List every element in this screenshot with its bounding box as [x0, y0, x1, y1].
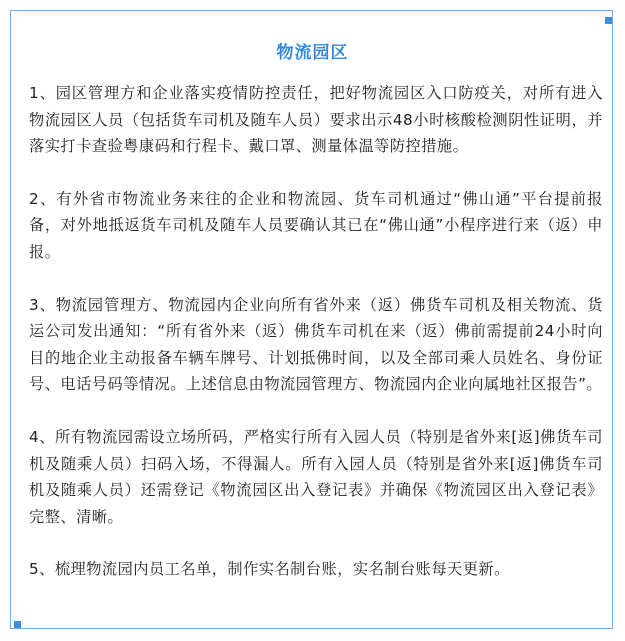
paragraph-5: 5、梳理物流园内员工名单，制作实名制台账，实名制台账每天更新。 [29, 560, 510, 579]
paragraph-1: 1、园区管理方和企业落实疫情防控责任，把好物流园区入口防疫关，对所有进入物流园区人员（包括货车司机及随车人员）要求出示48小时核酸检测阴性证明，并落实打卡查验粤康码和行程卡、戴口罩、测量体温等防控措施。 [29, 84, 603, 156]
corner-decoration [605, 17, 612, 24]
corner-decoration [14, 621, 21, 628]
paragraph-4: 4、所有物流园需设立场所码，严格实行所有入园人员（特别是省外来[返]佛货车司机及随乘人员）扫码入场，不得漏人。所有入园人员（特别是省外来[返]佛货车司机及随乘人员）还需登记《物流园区出入登记表》并确保《物流园区出入登记表》完整、清晰。 [29, 427, 603, 526]
article-body [29, 80, 603, 609]
paragraph-2: 2、有外省市物流业务来往的企业和物流园、货车司机通过“佛山通”平台提前报备，对外地抵返货车司机及随车人员要确认其已在“佛山通”小程序进行来（返）申报。 [29, 189, 603, 261]
paragraph-3: 3、物流园管理方、物流园内企业向所有省外来（返）佛货车司机及相关物流、货运公司发出通知：“所有省外来（返）佛货车司机在来（返）佛前需提前24小时向目的地企业主动报备车辆车牌号、计划抵佛时间，以及全部司乘人员姓名、身份证号、电话号码等情况。上述信息由物流园管理方、物流园内企业向属地社区报告”。 [29, 295, 603, 394]
section-title: 物流园区 [276, 43, 349, 63]
